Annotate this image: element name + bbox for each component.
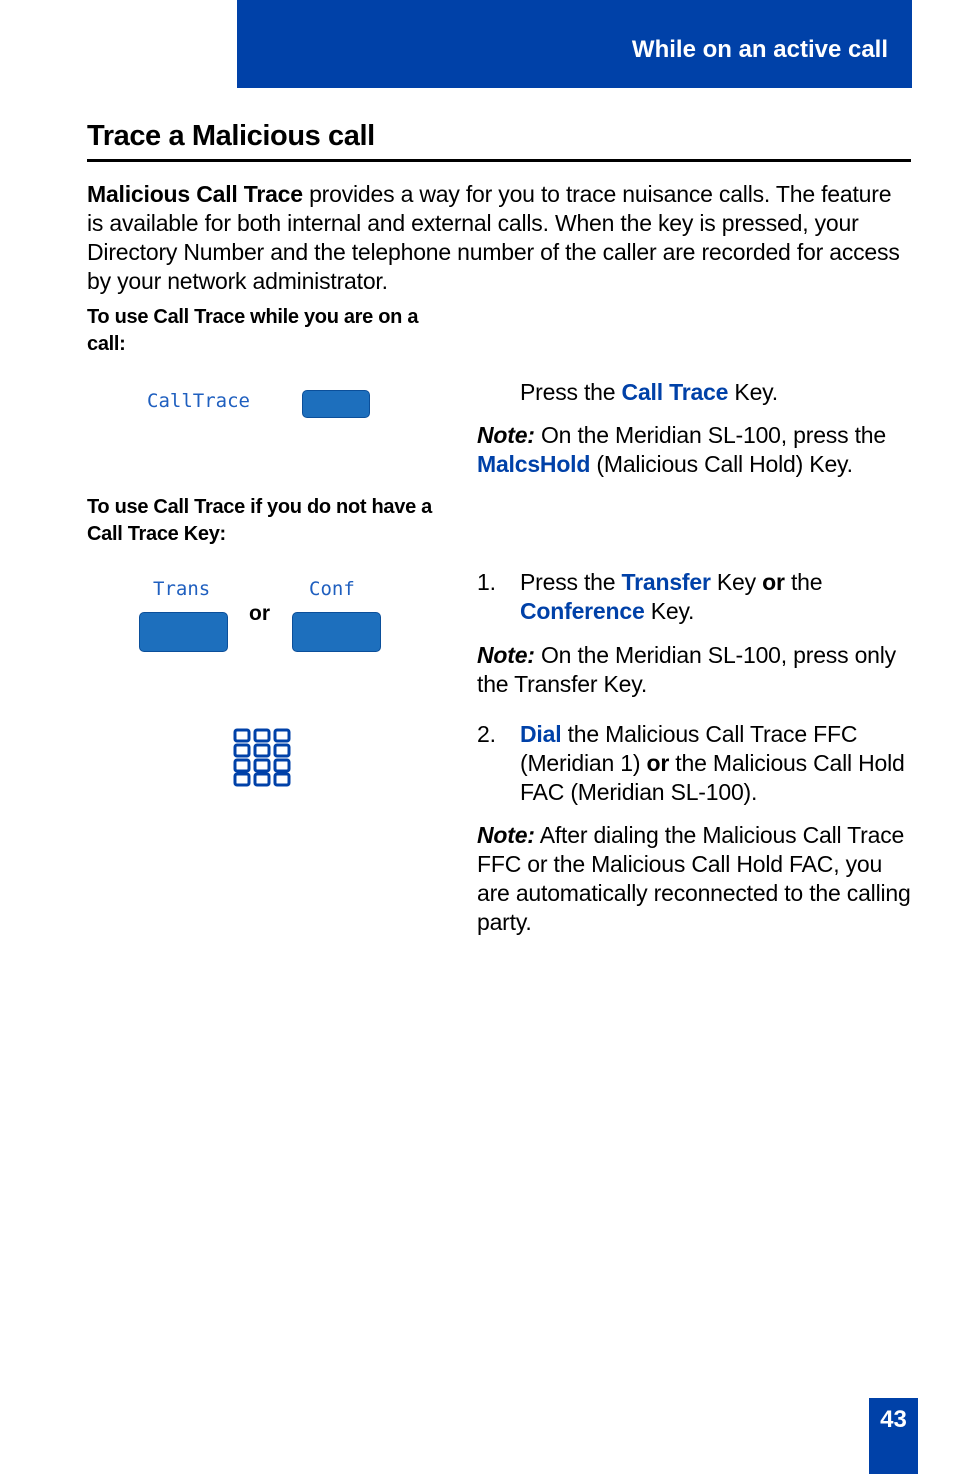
block2-heading: To use Call Trace if you do not have a Call Trace Key:	[87, 496, 432, 545]
calltrace-soft-key[interactable]	[302, 390, 370, 418]
instr-pre: Press the	[520, 379, 622, 405]
trans-soft-key[interactable]	[139, 612, 228, 652]
note1-text: On the Meridian SL-100, press only the Transfer Key.	[477, 642, 896, 697]
dial-keyname: Dial	[520, 721, 562, 747]
note-1	[477, 641, 912, 699]
calltrace-key-label: CallTrace	[147, 390, 250, 412]
note-label: Note:	[477, 422, 535, 448]
block1-heading: To use Call Trace while you are on a call:	[87, 306, 419, 355]
call-trace-keyname: Call Trace	[621, 379, 729, 405]
step-1	[477, 568, 912, 626]
block1-instruction	[477, 378, 912, 407]
or-word: or	[249, 602, 270, 625]
header-title: While on an active call	[631, 36, 888, 63]
trans-key-label: Trans	[153, 578, 211, 600]
transfer-keyname: Transfer	[621, 569, 711, 595]
note-pre: On the Meridian SL-100, press the	[534, 422, 886, 448]
step1-pre: Press the	[520, 569, 622, 595]
conference-keyname: Conference	[520, 598, 645, 624]
page-number-box	[869, 1398, 918, 1474]
malcshold-keyname: MalcsHold	[477, 451, 591, 477]
note2-text: After dialing the Malicious Call Trace FFC or the Malicious Call Hold FAC, you are automatically reconnected to the calling party.	[477, 822, 911, 935]
note-post: (Malicious Call Hold) Key.	[590, 451, 853, 477]
note1-label: Note:	[477, 642, 535, 668]
step2-or: or	[646, 750, 670, 776]
note2-label: Note:	[477, 822, 535, 848]
step-2	[477, 720, 912, 807]
page-number: 43	[880, 1406, 907, 1433]
step2-pre: the Malicious Call Trace FFC (Meridian 1)	[520, 721, 858, 776]
intro-paragraph	[87, 180, 912, 296]
conf-soft-key[interactable]	[292, 612, 381, 652]
step1-mid1: Key	[710, 569, 763, 595]
step-2-number: 2.	[477, 721, 496, 747]
header-bar	[237, 0, 912, 88]
section-title: Trace a Malicious call	[87, 120, 375, 152]
block1-note	[477, 421, 912, 479]
intro-bold: Malicious Call Trace	[87, 181, 303, 207]
instr-post: Key.	[728, 379, 778, 405]
intro-text: provides a way for you to trace nuisance calls. The feature is available for both internal and external calls. When the key is pressed, your Directory Number and the telephone number of the caller are recorded for access by your network administrator.	[87, 181, 900, 294]
step1-mid2: the	[784, 569, 823, 595]
step-1-number: 1.	[477, 569, 496, 595]
step2-post: the Malicious Call Hold FAC (Meridian SL-100).	[520, 750, 905, 805]
dialpad-icon	[233, 728, 291, 787]
step1-or: or	[762, 569, 785, 595]
step1-post: Key.	[644, 598, 695, 624]
note-2	[477, 821, 912, 937]
conf-key-label: Conf	[309, 578, 355, 600]
section-divider	[87, 159, 911, 162]
